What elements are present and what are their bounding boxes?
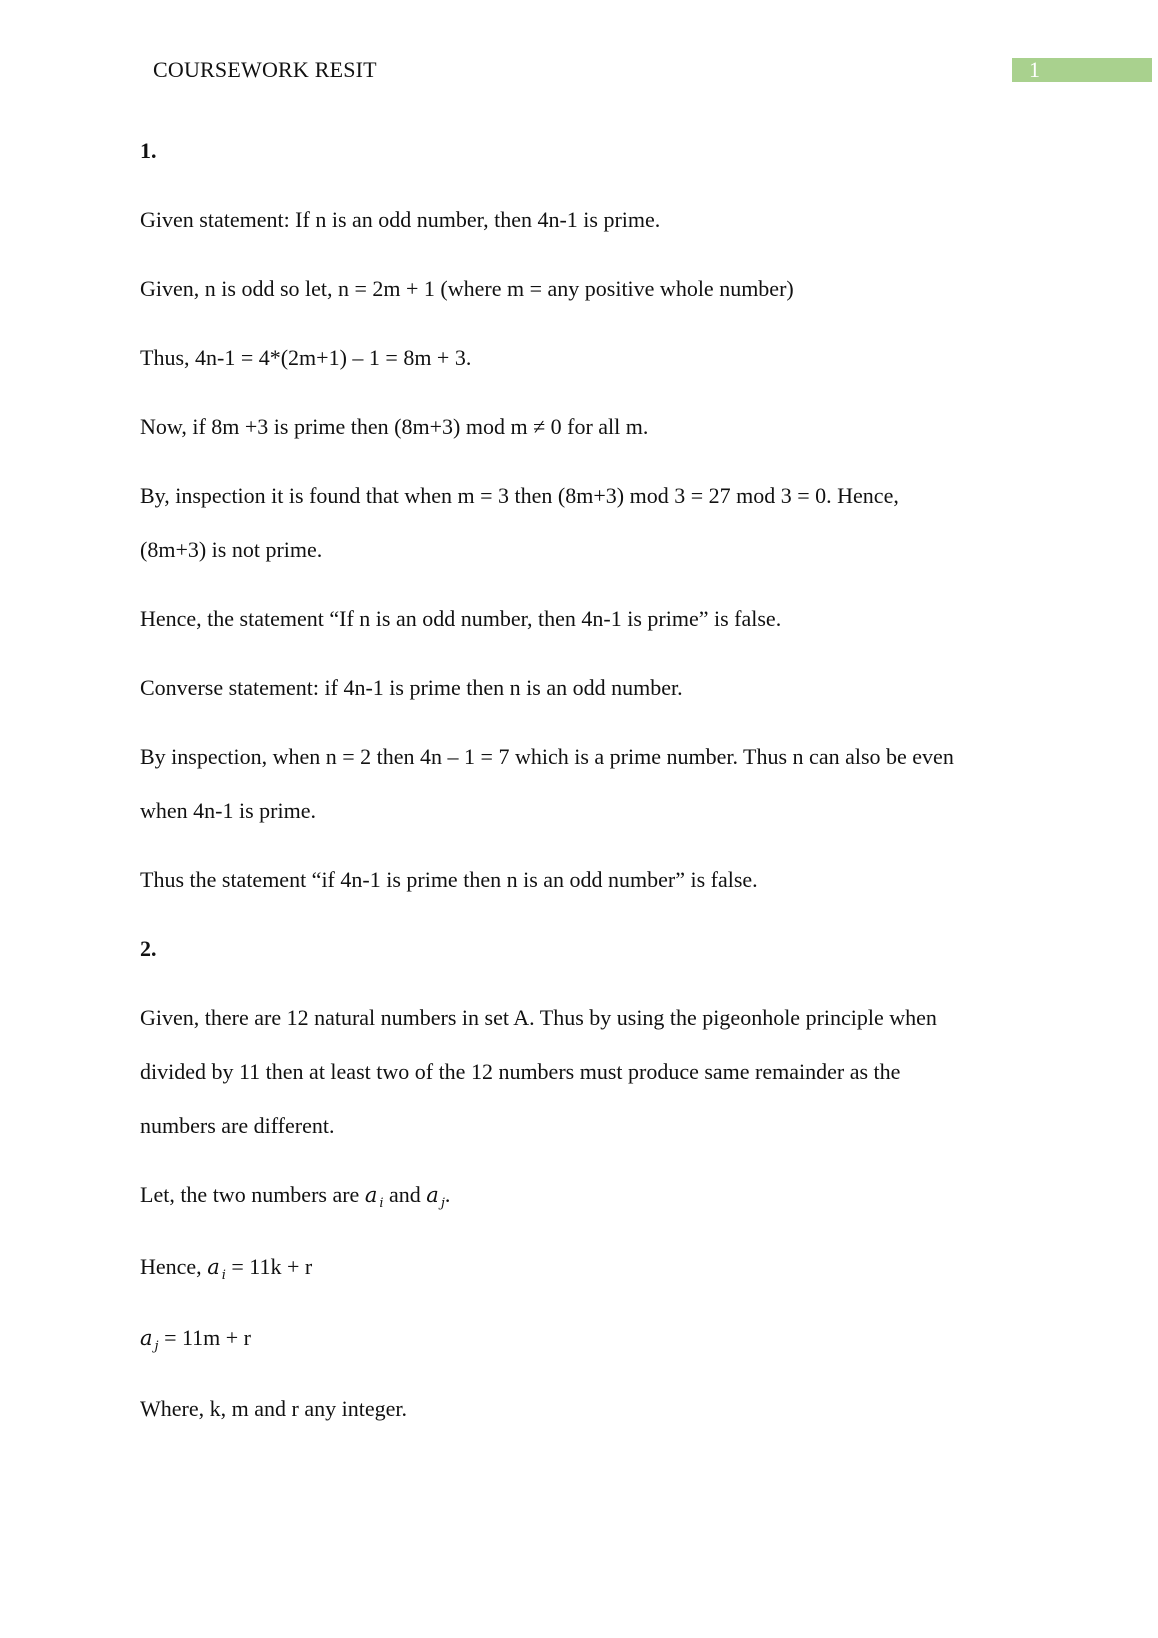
q2-equation-aj: [140, 1324, 251, 1356]
page-number-box: [1012, 58, 1152, 82]
let-prefix: Let, the two numbers are: [140, 1182, 365, 1207]
q2-where-integers: Where, k, m and r any integer.: [140, 1396, 407, 1421]
equation-2-rest: = 11m + r: [158, 1325, 251, 1350]
q1-converse-statement: Converse statement: if 4n-1 is prime then n is an odd number.: [140, 675, 683, 700]
hence-prefix: Hence,: [140, 1254, 208, 1279]
subscript-j: j: [154, 1339, 159, 1354]
q1-inspection-line-1: By, inspection it is found that when m = 3 then (8m+3) mod 3 = 27 mod 3 = 0. Hence,: [140, 483, 899, 508]
q1-statement-false: Hence, the statement “If n is an odd number, then 4n-1 is prime” is false.: [140, 606, 782, 631]
var-a-i: a: [207, 1255, 220, 1279]
var-a-i: a: [364, 1183, 378, 1207]
subscript-j: j: [440, 1196, 445, 1211]
q1-given-odd: Given, n is odd so let, n = 2m + 1 (where m = any positive whole number): [140, 276, 794, 301]
q1-given-statement: Given statement: If n is an odd number, then 4n-1 is prime.: [140, 207, 661, 232]
q1-converse-false: Thus the statement “if 4n-1 is prime then n is an odd number” is false.: [140, 867, 758, 892]
page-number: 1: [1029, 57, 1040, 82]
q2-let-numbers: [140, 1181, 450, 1213]
q2-pigeonhole-line-2: divided by 11 then at least two of the 12 numbers must produce same remainder as the: [140, 1059, 901, 1084]
q1-prime-condition: Now, if 8m +3 is prime then (8m+3) mod m ≠ 0 for all m.: [140, 414, 649, 439]
q1-expansion: Thus, 4n-1 = 4*(2m+1) – 1 = 8m + 3.: [140, 345, 472, 370]
q2-pigeonhole-line-1: Given, there are 12 natural numbers in set A. Thus by using the pigeonhole principle when: [140, 1005, 937, 1030]
let-and: and: [383, 1182, 427, 1207]
var-a-j: a: [140, 1326, 153, 1350]
header-title: COURSEWORK RESIT: [153, 57, 377, 82]
let-end: .: [444, 1182, 451, 1207]
question-2-heading: 2.: [140, 936, 157, 961]
var-a-j: a: [426, 1183, 439, 1207]
q2-equation-ai: [140, 1253, 312, 1285]
question-1-heading: 1.: [140, 138, 157, 163]
q1-converse-inspection-line-2: when 4n-1 is prime.: [140, 798, 316, 823]
q1-inspection-line-2: (8m+3) is not prime.: [140, 537, 323, 562]
subscript-i: i: [221, 1268, 226, 1283]
q2-pigeonhole-line-3: numbers are different.: [140, 1113, 335, 1138]
subscript-i: i: [379, 1196, 384, 1211]
equation-1-rest: = 11k + r: [225, 1254, 313, 1279]
q1-converse-inspection-line-1: By inspection, when n = 2 then 4n – 1 = 7 which is a prime number. Thus n can also be even: [140, 744, 954, 769]
